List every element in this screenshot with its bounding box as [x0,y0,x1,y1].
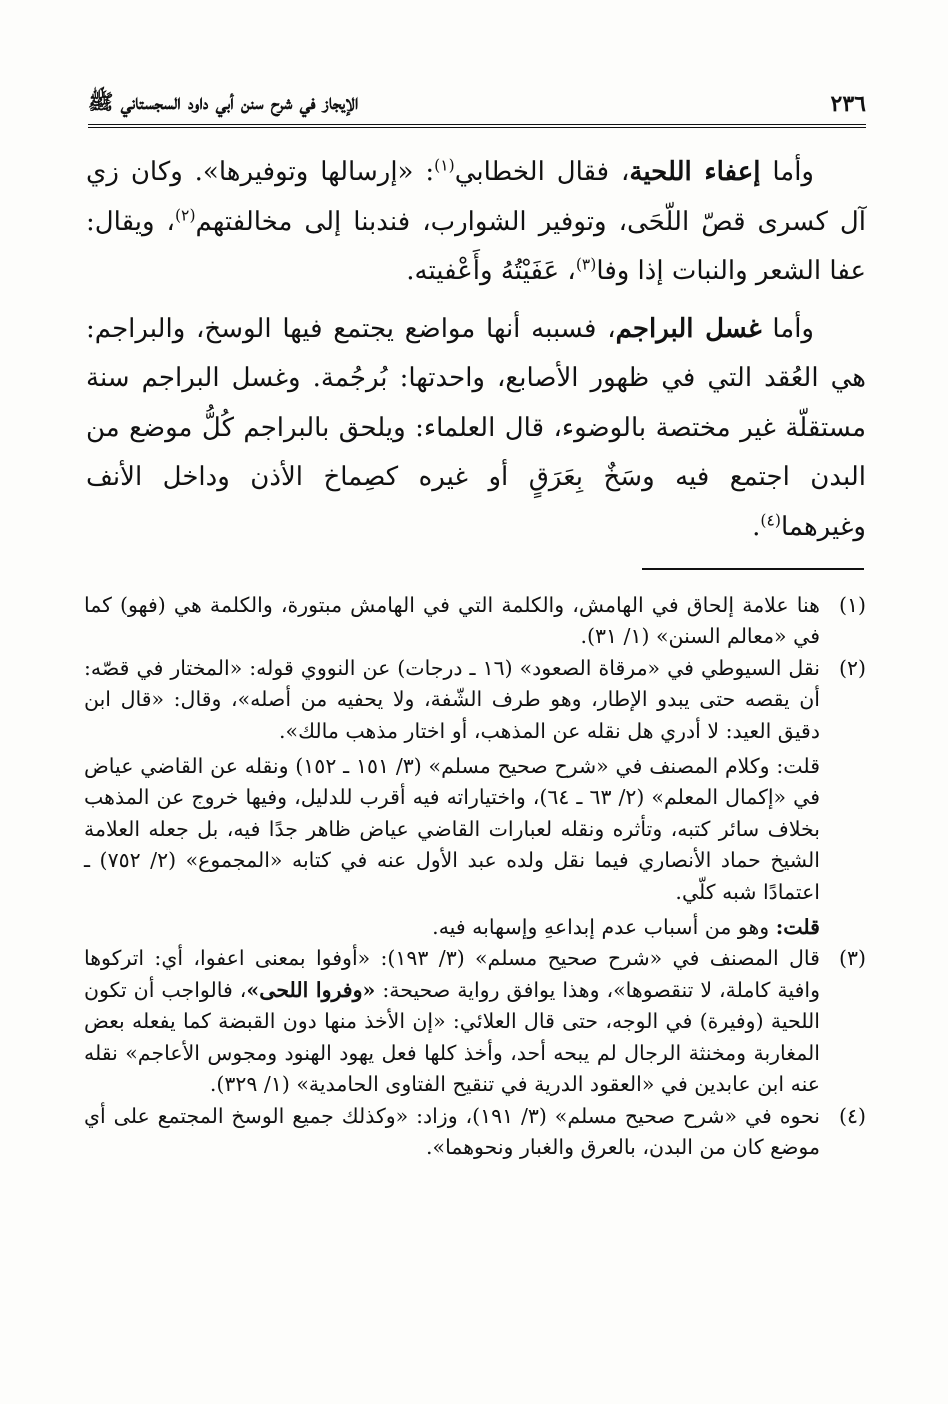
text-run: ، عَفَيْتُهُ وأَعْفيته. [406,256,576,286]
running-header [88,84,866,124]
footnote-divider [642,568,864,570]
text-run: ، فالواجب أن تكون اللحية (وفيرة) في الوجه، حتى قال العلائي: «إن الأخذ منها دون القبضة كما يفعله بعض المغاربة ومخنثة الرجال لم يبحه أحد، وأخذ كلها فعل يهود الهنود ومجوس الأعاجم» نقله عنه ابن عابدين في «العقود الدرية في تنقيح الفتاوى الحامدية» (١/ ٣٢٩). [84,977,820,1097]
footnote-text: نقل السيوطي في «مرقاة الصعود» (١٦ ـ درجات) عن النووي قوله: «المختار في قصّه: أن يقصه حتى يبدو الإطار، وهو طرف الشّفة، ولا يحفيه من أصله»، وقال: «قال ابن دقيق العيد: لا أدري هل نقله عن المذهب، أو اختار مذهب مالك». [84,655,820,743]
footnote-text: هنا علامة إلحاق في الهامش، والكلمة التي في الهامش مبتورة، والكلمة هي (فهو) كما في «معالم السنن» (١/ ٣١). [84,593,820,649]
text-run: وهو من أسباب عدم إبداعهِ وإسهابه فيه. [432,915,776,940]
footnote-number: (١) [838,593,866,617]
text-run: ، فقال الخطابي [454,157,630,187]
footnote [84,943,866,1100]
footnote [84,1101,866,1164]
footnote-text [84,943,820,1100]
text-run: وأما [760,157,814,187]
page-number: ٢٣٦ [830,91,866,117]
footnote [84,590,866,653]
bold-term: غسل البراجم [615,313,762,344]
footnote-number: (٤) [838,1103,866,1128]
footnote-ref[interactable]: (٤) [760,510,781,529]
paragraph-beard [86,148,866,297]
text-run: ، ويقال: عفا الشعر والنبات إذا وفا [86,206,866,286]
footnote-text: قلت: وكلام المصنف في «شرح صحيح مسلم» (٣/ ١٥١ ـ ١٥٢) ونقله عن القاضي عياض في «إكمال المعلم» (٢/ ٦٣ ـ ٦٤)، واختياراته فيه أقرب للدليل، وفيها خروج عن المذهب بخلاف سائر كتبه، وتأثره ونقله لعبارات القاضي عياض ظاهر جدًا فيه، بل جعله العلامة الشيخ حماد الأنصاري فيما نقل ولده عبد الأول عنه في كتابه «المجموع» (٢/ ٧٥٢) ـ اعتمادًا شبه كلّي. [84,754,820,904]
footnote-text: نحوه في «شرح صحيح مسلم» (٣/ ١٩١)، وزاد: «وكذلك جميع الوسخ المجتمع على أي موضع كان من البدن، بالعرق والغبار ونحوهما». [84,1103,820,1159]
running-title: الإيجاز في شرح سنن أبي داود السجستاني ﷺ [88,88,359,114]
header-rule [88,124,866,128]
paragraph-knuckles [86,305,866,553]
text-run: قال المصنف في «شرح صحيح مسلم» (٣/ ١٩٣): «أوفوا بمعنى اعفوا، أي: اتركوها وافية كاملة، لا تنقصوها»، وهذا يوافق رواية صحيحة: [84,946,821,1002]
footnote-ref[interactable]: (٣) [575,255,597,274]
bold-term: قلت: [775,915,820,940]
footnote-ref[interactable]: (١) [434,156,455,175]
bold-term: إعفاء اللحية [629,157,761,187]
main-text [86,148,866,552]
footnotes [84,590,866,1163]
text-run: . [752,511,761,542]
footnote-ref[interactable]: (٢) [174,205,196,224]
bold-term: «وفروا اللحى» [246,977,376,1002]
text-run: وأما [761,313,814,344]
text-run: : «إرسالها وتوفيرها». وكان زي آل كسرى قصّ اللّحَى، وتوفير الشوارب، فندبنا إلى مخالفتهم [86,157,866,237]
footnote-text [84,912,820,943]
footnote [84,653,866,944]
footnote-number: (٢) [838,655,866,680]
text-run: ، فسببه أنها مواضع يجتمع فيها الوسخ، والبراجم: هي العُقد التي في ظهور الأصابع، واحدتها: بُرجُمة. وغسل البراجم سنة مستقلّة غير مختصة بالوضوء، قال العلماء: ويلحق بالبراجم كُلُّ موضع من البدن اجتمع فيه وسَخٌ بِعَرَقٍ أو غيره كصِماخ الأذن وداخل الأنف وغيرهما [86,313,867,542]
footnote-number: (٣) [838,946,866,971]
